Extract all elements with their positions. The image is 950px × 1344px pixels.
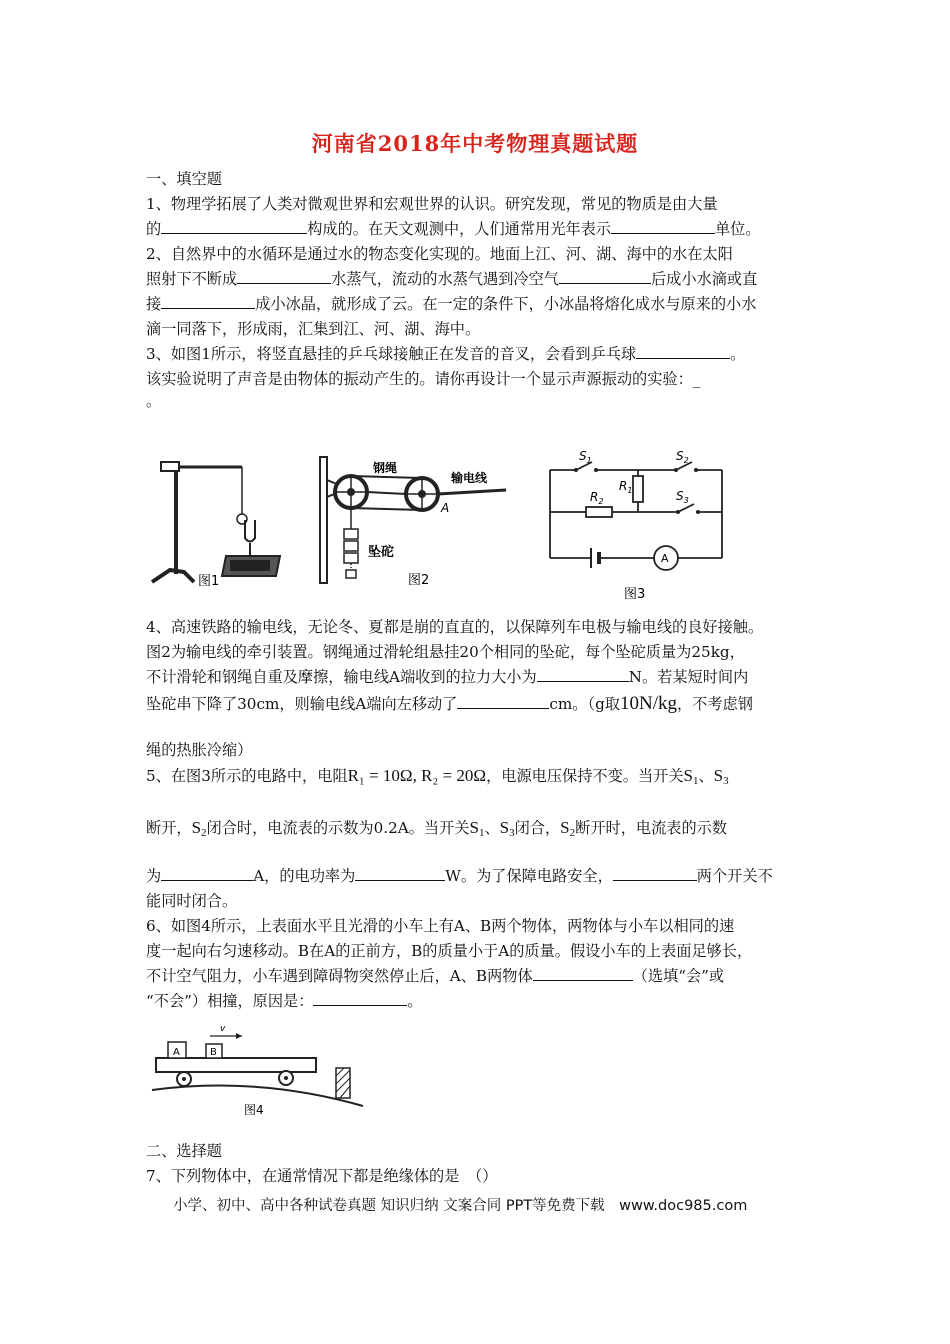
answer-blank (611, 219, 715, 234)
answer-blank (355, 866, 445, 881)
question-3-line-1 (146, 344, 745, 364)
text: 照射下不断成 (146, 270, 238, 288)
s2-label: $S_2$ (676, 449, 689, 465)
figure-4-cart (148, 1016, 370, 1120)
math-expression: 10N/kg (619, 693, 677, 714)
text: ，电源电压保持不变。当开关 (486, 767, 684, 785)
question-6-line-3 (146, 966, 724, 986)
question-5-line-3 (146, 866, 773, 886)
weight-label: 坠砣 (368, 545, 395, 560)
section-heading: 一、填空题 (146, 170, 222, 188)
question-3-line-2 (146, 369, 700, 389)
text: （选填“会”或 (632, 967, 725, 985)
figure-3-caption: 图3 (624, 587, 646, 602)
text: N。若某短时间内 (628, 668, 749, 686)
question-6-line-2: 度一起向右匀速移动。B在A的正前方，B的质量小于A的质量。假设小车的上表面足够长， (146, 942, 753, 960)
figure-1-caption: 图1 (198, 574, 220, 587)
answer-blank (559, 269, 651, 284)
wire-label: 输电线 (451, 471, 488, 485)
page-title: 河南省2018年中考物理真题试题 (311, 131, 639, 156)
question-5-line-4: 能同时闭合。 (146, 892, 238, 910)
r1-label: $R_1$ (619, 479, 633, 495)
velocity-label: v (220, 1024, 226, 1034)
question-4-line-2: 图2为输电线的牵引装置。钢绳通过滑轮组悬挂20个相同的坠砣，每个坠砣质量为25kg， (146, 643, 745, 661)
text: 接 (146, 295, 162, 313)
switch-s3: $S_3$ (499, 818, 515, 839)
text: 不计滑轮和钢绳自重及摩擦，输电线A端收到的拉力大小为 (146, 668, 537, 686)
a-end-label: A (441, 501, 450, 515)
s1-label: $S_1$ (579, 449, 592, 465)
text: W。为了保障电路安全， (445, 867, 613, 885)
text: 、 (698, 767, 714, 785)
figure-4-caption: 图4 (244, 1103, 264, 1117)
question-4-line-4 (146, 694, 753, 714)
block-a-label: A (173, 1047, 180, 1058)
footer-text: 小学、初中、高中各种试卷真题 知识归纳 文案合同 PPT等免费下载 www.doc985.com (173, 1198, 748, 1214)
text: 断开时，电流表的示数 (575, 819, 727, 837)
figure-3-circuit (536, 448, 736, 604)
text: 断开， (146, 819, 192, 837)
text: 。 (730, 345, 746, 363)
answer-blank (457, 694, 549, 709)
r2-label: $R_2$ (590, 490, 604, 506)
text: 该实验说明了声音是由物体的振动产生的。请你再设计一个显示声源振动的实验： (146, 370, 693, 388)
figure-2-caption: 图2 (408, 573, 430, 587)
question-1-line-1: 1、物理学拓展了人类对微观世界和宏观世界的认识。研究发现，常见的物质是由大量 (146, 195, 718, 213)
block-b-label: B (210, 1047, 217, 1058)
answer-blank (537, 667, 629, 682)
switch-s1: $S_1$ (469, 818, 485, 839)
s3-label: $S_3$ (676, 489, 689, 505)
answer-blank (636, 344, 730, 359)
text: 5、在图3所示的电路中，电阻 (146, 767, 348, 785)
switch-s2: $S_2$ (191, 818, 207, 839)
text: 水蒸气，流动的水蒸气遇到冷空气 (331, 270, 559, 288)
answer-blank (533, 966, 633, 981)
text: _ (692, 370, 701, 388)
question-5-line-1 (146, 766, 729, 791)
question-3-line-3: 。 (146, 392, 162, 410)
section-heading: 二、选择题 (146, 1142, 222, 1160)
question-5-line-2 (146, 818, 727, 843)
text: 构成的。在天文观测中，人们通常用光年表示 (307, 220, 611, 238)
question-2-line-1: 2、自然界中的水循环是通过水的物态变化实现的。地面上江、河、湖、海中的水在太阳 (146, 245, 733, 263)
question-6-line-1: 6、如图4所示，上表面水平且光滑的小车上有A、B两个物体，两物体与小车以相同的速 (146, 917, 735, 935)
text: 后成小水滴或直 (650, 270, 758, 288)
question-4-line-5: 绳的热胀冷缩） (146, 741, 253, 759)
text: 两个开关不 (696, 867, 773, 885)
answer-blank (237, 269, 331, 284)
answer-blank (613, 866, 697, 881)
question-4-line-1: 4、高速铁路的输电线，无论冬、夏都是崩的直直的，以保障列车电极与输电线的良好接触。 (146, 618, 764, 636)
question-2-line-2 (146, 269, 757, 289)
text: 为 (146, 867, 162, 885)
rope-label: 钢绳 (373, 461, 398, 475)
text: 不计空气阻力，小车遇到障碍物突然停止后，A、B两物体 (146, 967, 533, 985)
text: 。 (407, 992, 423, 1010)
question-6-line-4 (146, 991, 423, 1011)
text: 闭合， (514, 819, 561, 837)
text: 、 (484, 819, 500, 837)
switch-s3: $S_3$ (713, 766, 729, 787)
answer-blank (313, 991, 407, 1006)
text: 的 (146, 220, 162, 238)
question-2-line-3 (146, 294, 756, 314)
text: 闭合时，电流表的示数为0.2A。当开关 (206, 819, 470, 837)
text: cm。（g取 (549, 695, 620, 713)
math-expression: R₁ = 10Ω, R₂ = 20Ω (347, 766, 487, 785)
answer-blank (161, 294, 255, 309)
switch-s2: $S_2$ (560, 818, 576, 839)
question-2-line-4: 滴一同落下，形成雨，汇集到江、河、湖、海中。 (146, 320, 481, 338)
question-4-line-3 (146, 667, 748, 687)
text: 成小冰晶，就形成了云。在一定的条件下，小冰晶将熔化成水与原来的小水 (255, 295, 757, 313)
figure-2-pulley (316, 452, 512, 587)
text: “不会”）相撞，原因是： (146, 992, 314, 1010)
answer-blank (161, 866, 253, 881)
figure-1-tuning-fork (148, 452, 296, 587)
text: ，不考虑钢 (676, 695, 753, 713)
answer-blank (161, 219, 307, 234)
question-7: 7、下列物体中，在通常情况下都是绝缘体的是 （） (146, 1167, 498, 1185)
text: 坠砣串下降了30cm，则输电线A端向左移动了 (146, 695, 458, 713)
text: 3、如图1所示，将竖直悬挂的乒乓球接触正在发音的音叉，会看到乒乓球 (146, 345, 637, 363)
ammeter-label: A (661, 552, 669, 565)
switch-s1: $S_1$ (683, 766, 699, 787)
text: 单位。 (714, 220, 761, 238)
text: A，的电功率为 (253, 867, 356, 885)
question-1-line-2 (146, 219, 761, 239)
